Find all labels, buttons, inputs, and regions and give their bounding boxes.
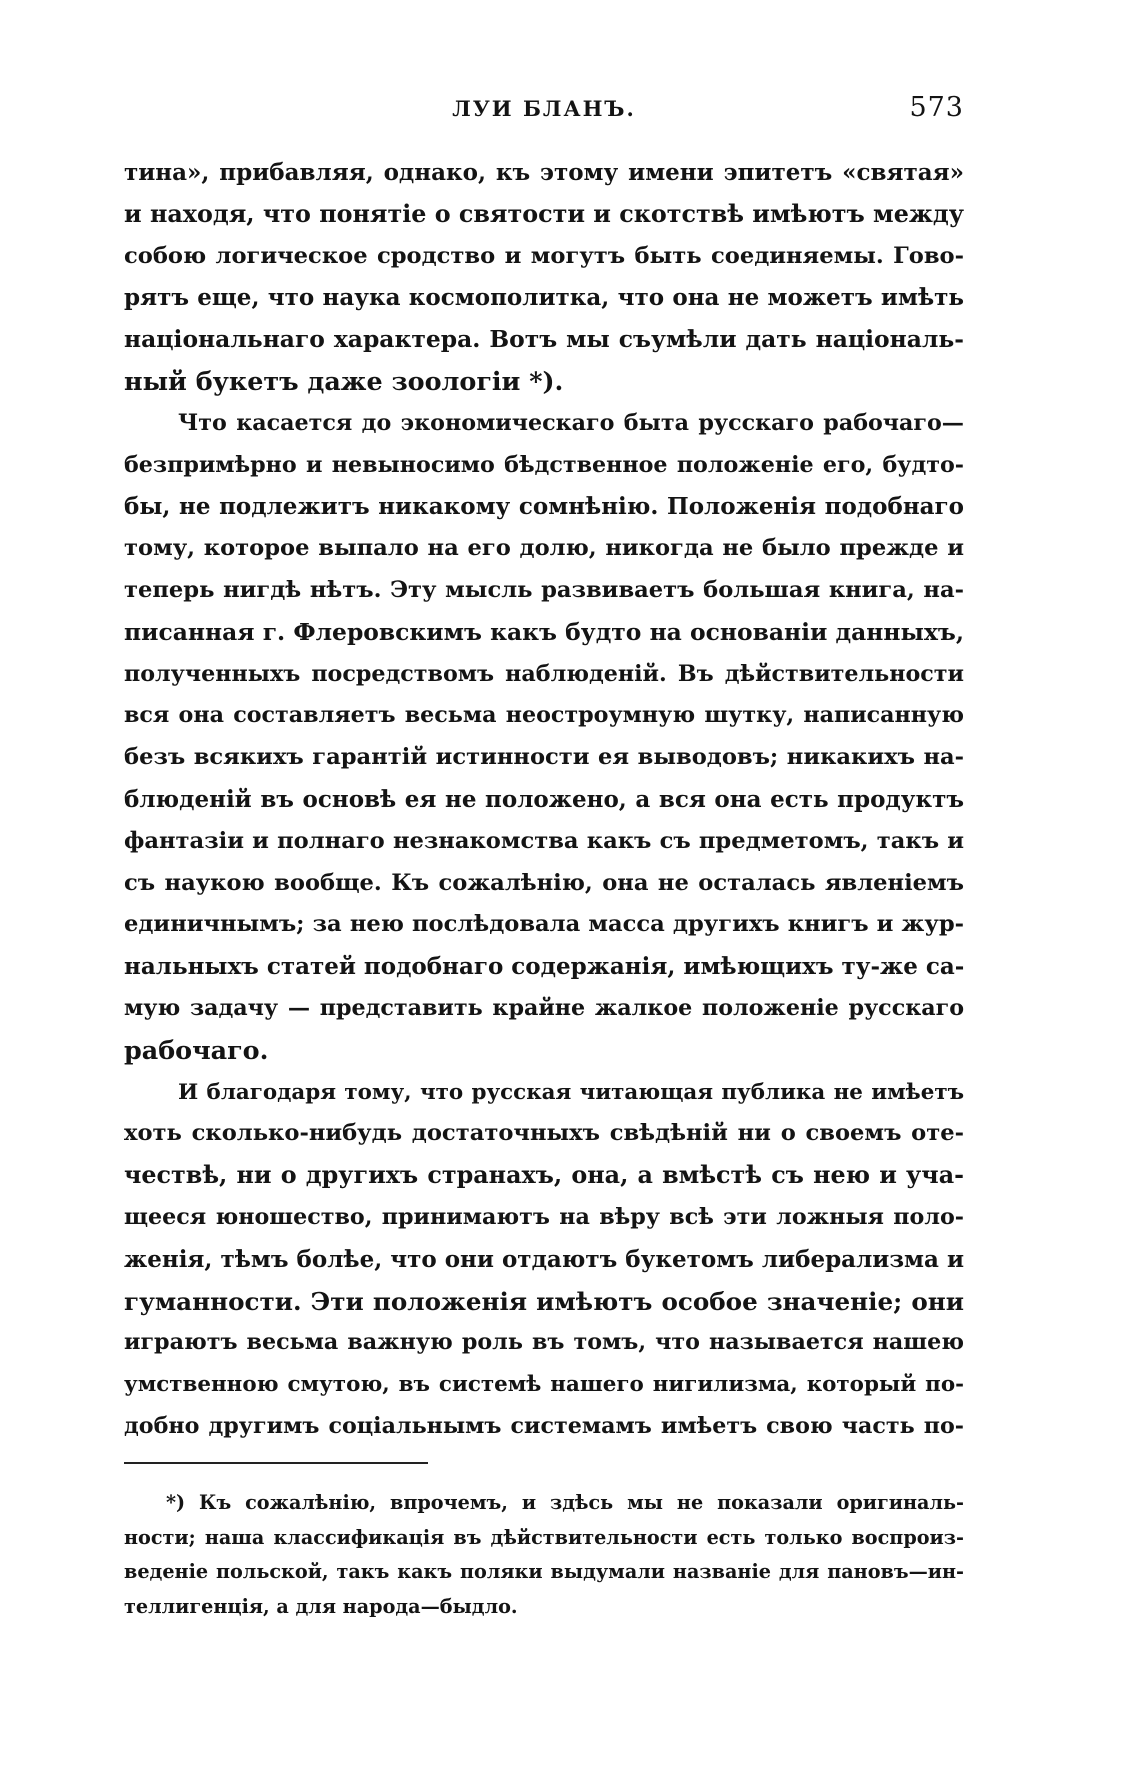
footnote-line: теллигенція, а для народа—быдло. — [124, 1594, 518, 1618]
text-line: рабочаго. — [124, 1034, 269, 1065]
body-text — [124, 152, 964, 1448]
page-number: 573 — [909, 92, 964, 123]
text-line: нальныхъ статей подобнаго содержанія, имѣющихъ ту-же са- — [124, 953, 965, 981]
text-line: чествѣ, ни о другихъ странахъ, она, а вмѣстѣ съ нею и уча- — [124, 1161, 964, 1190]
text-line: блюденій въ основѣ ея не положено, а вся она есть продуктъ — [124, 785, 964, 813]
footnote-line: ности; наша классификація въ дѣйствительности есть только воспроиз- — [124, 1525, 964, 1549]
text-line: полученныхъ посредствомъ наблюденій. Въ дѣйствительности — [124, 660, 964, 687]
text-line: тина», прибавляя, однако, къ этому имени эпитетъ «святая» — [124, 159, 964, 186]
text-line: съ наукою вообще. Къ сожалѣнію, она не осталась явленіемъ — [124, 869, 964, 896]
footnote-rule — [124, 1462, 428, 1464]
text-line: мую задачу — представить крайне жалкое положеніе русскаго — [124, 994, 964, 1021]
text-line: рятъ еще, что наука космополитка, что она не можетъ имѣть — [124, 284, 964, 312]
running-title: ЛУИ БЛАНЪ. — [452, 96, 636, 121]
footnote-line: *) Къ сожалѣнію, впрочемъ, и здѣсь мы не показали оригиналь- — [166, 1491, 964, 1514]
text-line: національнаго характера. Вотъ мы съумѣли дать національ- — [124, 325, 964, 354]
text-line: безъ всякихъ гарантій истинности ея выводовъ; никакихъ на- — [124, 744, 964, 771]
text-line: вся она составляетъ весьма неостроумную шутку, написанную — [124, 702, 964, 729]
text-line: хоть сколько-нибудь достаточныхъ свѣдѣній ни о своемъ оте- — [124, 1120, 964, 1147]
text-line: теперь нигдѣ нѣтъ. Эту мысль развиваетъ большая книга, на- — [124, 576, 964, 603]
text-line: умственною смутою, въ системѣ нашего нигилизма, который по- — [124, 1372, 964, 1398]
text-line: бы, не подлежитъ никакому сомнѣнію. Положенія подобнаго — [124, 493, 964, 521]
text-line: собою логическое сродство и могутъ быть соединяемы. Гово- — [124, 242, 964, 269]
footnote-line: веденіе польской, такъ какъ поляки выдумали названіе для пановъ—ин- — [124, 1560, 964, 1583]
running-head — [124, 92, 964, 136]
text-line: тому, которое выпало на его долю, никогда не было прежде и — [124, 535, 964, 562]
text-line: гуманности. Эти положенія имѣютъ особое значеніе; они — [124, 1286, 964, 1316]
text-line: писанная г. Флеровскимъ какъ будто на основаніи данныхъ, — [124, 617, 964, 646]
footnote — [124, 1486, 964, 1624]
text-line: И благодаря тому, что русская читающая публика не имѣетъ — [178, 1079, 964, 1105]
text-line: Что касается до экономическаго быта русскаго рабочаго— — [178, 409, 964, 436]
text-line: фантазіи и полнаго незнакомства какъ съ предметомъ, такъ и — [124, 827, 964, 854]
text-line: женія, тѣмъ болѣе, что они отдаютъ букетомъ либерализма и — [124, 1245, 964, 1273]
text-line: единичнымъ; за нею послѣдовала масса другихъ книгъ и жур- — [124, 911, 964, 938]
text-line: щееся юношество, принимаютъ на вѣру всѣ эти ложныя поло- — [124, 1203, 964, 1230]
text-line: и находя, что понятіе о святости и скотствѣ имѣютъ между — [124, 199, 964, 228]
text-line: добно другимъ соціальнымъ системамъ имѣетъ свою часть по- — [124, 1412, 964, 1439]
text-line: ный букетъ даже зоологіи *). — [124, 365, 564, 396]
text-line: играютъ весьма важную роль въ томъ, что называется нашею — [124, 1329, 964, 1356]
text-line: безпримѣрно и невыносимо бѣдственное положеніе его, будто- — [124, 451, 964, 478]
